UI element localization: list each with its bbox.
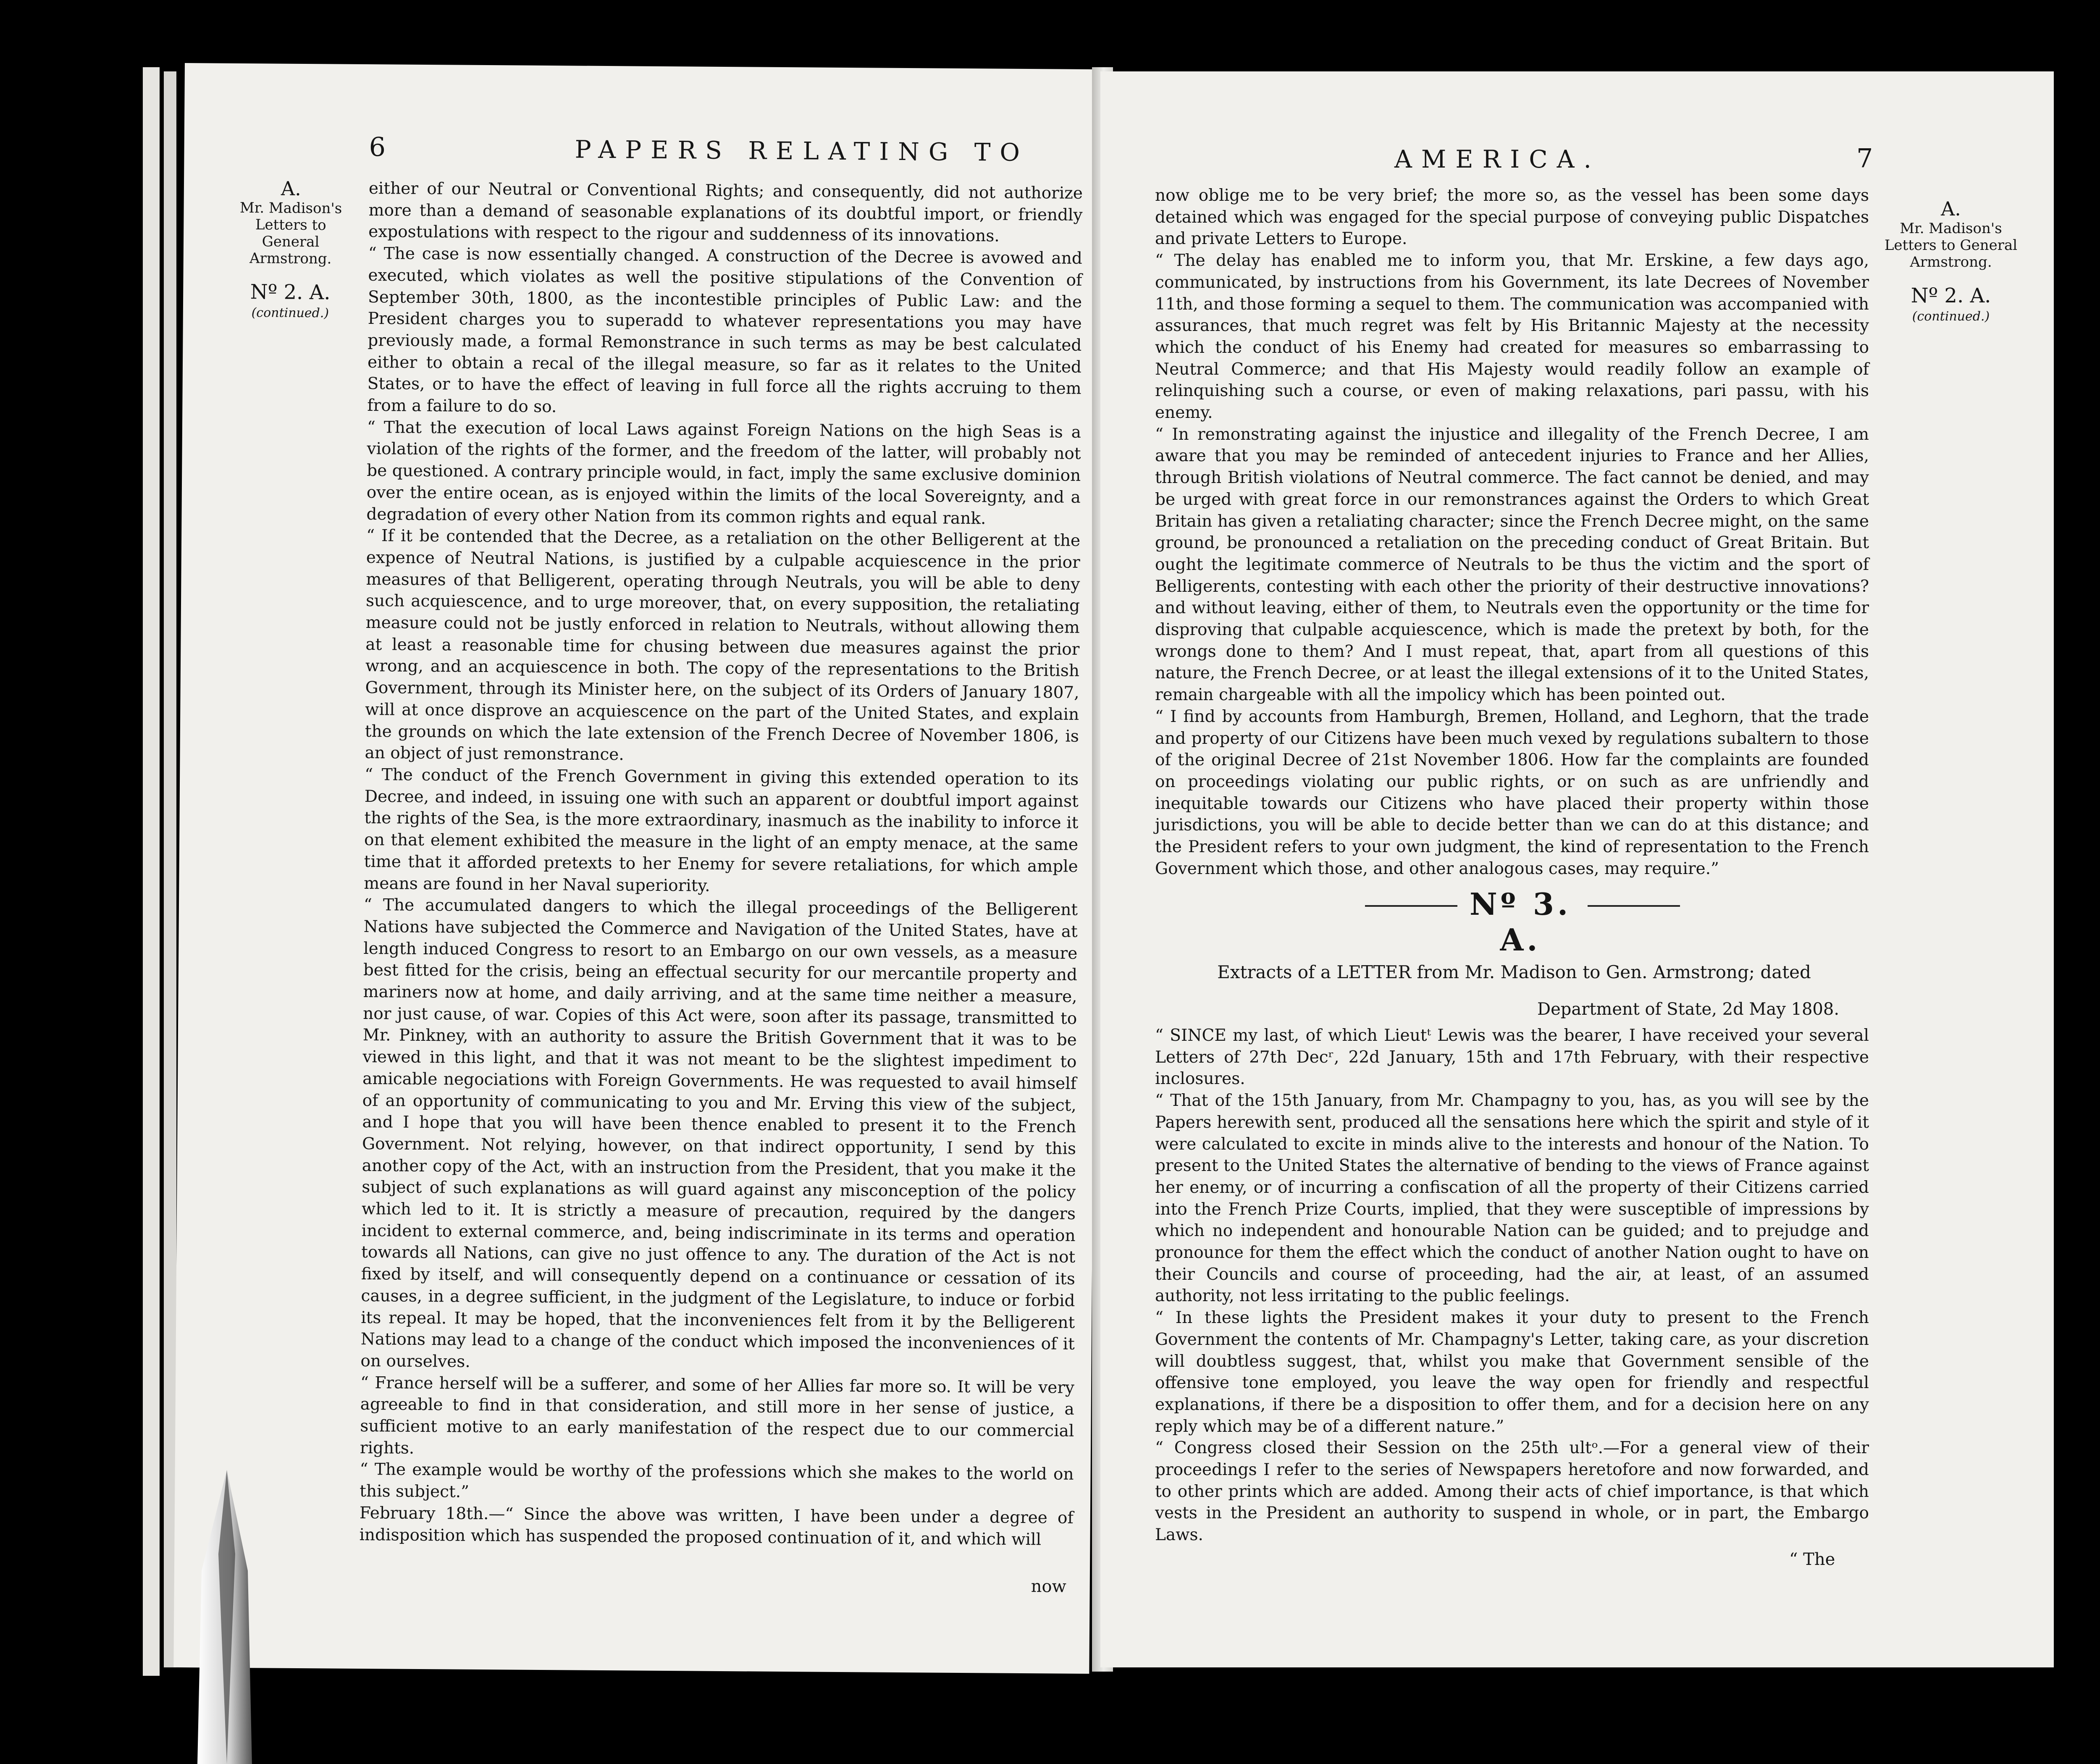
paragraph: “ In remonstrating against the injustice and illegality of the French Decree, I am aware that you may be reminded of antecedent injuries to France and her Allies, through British violations of Neutral commerce. The fact cannot be denied, and may be urged with great force in our remonstrances against the Orders to which Great Britain has given a retaliating character; since the French Decree might, on the same ground, be pronounced a retaliation on the preceding conduct of Great Britain. But ought the legitimate commerce of Neutrals to be thus the victim and the sport of Belligerents, contesting with each other the priority of their destructive innovations? and without leaving, either of them, to Neutrals even the opportunity or the time for disproving that culpable acquiescence, which is made the pretext by both, for the wrongs done to them? And I must repeat, that, apart from all questions of this nature, the French Decree, or at least the illegal extensions of it to the United States, remain chargeable with all the impolicy which has been pointed out.: [1155, 425, 1869, 705]
margin-note-title-line: Armstrong.: [1910, 254, 1992, 270]
running-head: AMERICA.: [1394, 145, 1601, 173]
right-text-column-top: [1155, 185, 1869, 880]
margin-note-title-line: Letters to General: [1884, 237, 2018, 254]
catchword: “ The: [1789, 1550, 1835, 1569]
paragraph: “ The example would be worthy of the professions which she makes to the world on this subject.”: [360, 1460, 1074, 1502]
paragraph: “ I find by accounts from Hamburgh, Bremen, Holland, and Leghorn, that the trade and property of our Citizens have been much vexed by regulations subaltern to those of the original Decree of 21st November 1806. How far the complaints are founded on proceedings violating our public rights, or on such as are unfriendly and inequitable towards our Citizens who have placed their property within those jurisdictions, you will be able to decide better than we can do at this distance; and the President refers to your own judgment, the kind of representation to the French Government which those, and other analogous cases, may require.”: [1155, 707, 1869, 878]
paragraph: “ That of the 15th January, from Mr. Champagny to you, has, as you will see by the Papers herewith sent, produced all the sensations here which the spirit and style of it were calculated to excite in minds alive to the interests and honour of the Nation. To present to the United States the alternative of bending to the views of France against her enemy, or of incurring a confiscation of all the property of their Citizens carried into the French Prize Courts, implied, that they were susceptible of impressions by which no independent and honourable Nation can be guided; and to prejudge and pronounce for them the effect which the conduct of another Nation ought to have on their Councils and course of proceeding, had the air, at least, of an assumed authority, not less irritating to the public feelings.: [1155, 1091, 1869, 1306]
page-edge-strip: [164, 71, 176, 1667]
paragraph: “ SINCE my last, of which Lieutᵗ Lewis was the bearer, I have received your several Letters of 27th Decʳ, 22d January, 15th and 17th February, with their respective inclosures.: [1155, 1026, 1869, 1089]
paragraph: “ The delay has enabled me to inform you, that Mr. Erskine, a few days ago, communicated, by instructions from his Government, its late Decrees of November 11th, and those forming a sequel to them. The communication was accompanied with assurances, that much regret was felt by His Britannic Majesty at the necessity which the conduct of his Enemy had created for measures so embarrassing to Neutral Commerce; and that His Majesty would readily follow an example of relinquishing such a course, or even of making relaxations, pari passu, with his enemy.: [1155, 251, 1869, 423]
section-title: Nº 3. A.: [1469, 886, 1572, 958]
margin-note: [1882, 197, 2020, 325]
margin-note-title-line: Armstrong.: [249, 250, 332, 268]
right-page: [1100, 71, 2054, 1667]
margin-note-letter: A.: [281, 177, 302, 200]
section-divider-right: [1588, 905, 1680, 907]
paragraph: now oblige me to be very brief; the more so, as the vessel has been some days detained which was engaged for the special purpose of conveying public Dispatches and private Letters to Europe.: [1155, 186, 1869, 249]
margin-note: [234, 177, 348, 322]
paragraph: “ If it be contended that the Decree, as a retaliation on the other Belligerent at the expence of Neutral Nations, is justified by a culpable acquiescence in the prior measures of that Belligerent, operating through Neutrals, you will be able to deny such acquiescence, and to urge moreover, that, on every supposition, the retaliating measure could not be justly enforced in relation to Neutrals, without allowing them at least a reasonable time for chusing between due measures against the prior wrong, and an acquiescence in both. The copy of the representations to the British Government, through its Minister here, on the subject of its Orders of January 1807, will at once disprove an acquiescence on the part of the United States, and explain the grounds on which the late extension of the French Decree of November 1806, is an object of just remonstrance.: [365, 526, 1081, 764]
dateline: Department of State, 2d May 1808.: [1537, 1000, 1840, 1019]
running-head: PAPERS RELATING TO: [575, 135, 1029, 167]
paragraph: “ France herself will be a sufferer, and some of her Allies far more so. It will be very agreeable to find in that consideration, and still more in her sense of justice, a sufficient motive to an early manifestation of the respect due to our commercial rights.: [360, 1373, 1075, 1458]
margin-note-title-line: Mr. Madison's: [1900, 220, 2002, 237]
page-number: 6: [369, 131, 386, 163]
paragraph: “ Congress closed their Session on the 25th ultᵒ.—For a general view of their proceedings I refer to the series of Newspapers heretofore and now forwarded, and to other prints which are added. Among their acts of chief importance, is that which vests in the President an authority to suspend in whole, or in part, the Embargo Laws.: [1155, 1438, 1869, 1545]
paragraph: “ The conduct of the French Government in giving this extended operation to its Decree, and indeed, in issuing one with such an apparent or doubtful import against the rights of the Sea, is the more extraordinary, inasmuch as the inability to inforce it on that element exhibited the measure in the light of an empty menace, at the same time that it afforded pretexts to her Enemy for severe retaliations, for which ample means are found in her Naval superiority.: [364, 765, 1079, 895]
margin-note-letter: A.: [1941, 197, 1961, 220]
margin-note-continued: (continued.): [1912, 309, 1990, 324]
paragraph: “ The accumulated dangers to which the illegal proceedings of the Belligerent Nations have subjected the Commerce and Navigation of the United States, have at length induced Congress to resort to an Embargo on our own vessels, as a measure best fitted for the crisis, being an effectual security for our mercantile property and mariners now at home, and daily arriving, and at the same time neither a measure, nor just cause, of war. Copies of this Act were, soon after its passage, transmitted to Mr. Pinkney, with an authority to assure the British Government that it was to be viewed in this light, and that it was not meant to be the slightest impediment to amicable negociations with Foreign Governments. He was requested to avail himself of an opportunity of communicating to you and Mr. Erving this view of the subject, and I hope that you will have been thence enabled to present it to the French Government. Not relying, however, on that indirect opportunity, I send by this another copy of the Act, with an instruction from the President, that you make it the subject of such explanations as will guard against any misconception of the policy which led to it. It is strictly a measure of precaution, required by the dangers incident to external commerce, and, being indiscriminate in its terms and operation towards all Nations, can give no just offence to any. The duration of the Act is not fixed by itself, and will consequently depend on a continuance or cessation of its causes, in a degree sufficient, in the judgment of the Legislature, to induce or forbid its repeal. It may be hoped, that the inconveniences felt from it by the Belligerent Nations may lead to a change of the conduct which imposed the inconveniences of it on ourselves.: [360, 895, 1078, 1371]
margin-note-title-line: Mr. Madison's: [239, 199, 342, 217]
margin-note-continued: (continued.): [251, 305, 329, 321]
pen-tip-image: [181, 1470, 273, 1764]
right-text-column-bottom: [1155, 1025, 1869, 1546]
page-number: 7: [1856, 143, 1873, 173]
margin-note-title-line: Letters to General: [255, 216, 326, 251]
page-edge-strip: [143, 67, 160, 1676]
section-divider-left: [1365, 905, 1457, 907]
paragraph: “ In these lights the President makes it your duty to present to the French Government the contents of Mr. Champagny's Letter, taking care, as your discretion will doubtless suggest, that, whilst you make that Government sensible of the offensive tone employed, you leave the way open for friendly and respectful explanations, if there be a disposition to offer them, and for a decision here on any reply which may be of a different nature.”: [1155, 1308, 1869, 1436]
left-text-column: [359, 178, 1083, 1551]
margin-note-number: Nº 2. A.: [1911, 284, 1991, 307]
extracts-heading: Extracts of a LETTER from Mr. Madison to Gen. Armstrong; dated: [1217, 962, 1811, 982]
catchword: now: [1031, 1577, 1066, 1596]
left-page: [173, 63, 1100, 1674]
paragraph: “ That the execution of local Laws against Foreign Nations on the high Seas is a violation of the rights of the former, and the freedom of the latter, will probably not be questioned. A contrary principle would, in fact, imply the same exclusive dominion over the entire ocean, as is enjoyed within the limits of the local Sovereignty, and a degradation of every other Nation from its common rights and equal rank.: [366, 417, 1082, 528]
paragraph: either of our Neutral or Conventional Rights; and consequently, did not authorize more than a demand of seasonable explanations of its doubtful import, or friendly expostulations with respect to the rigour and suddenness of its innovations.: [368, 179, 1083, 246]
paragraph: February 18th.—“ Since the above was written, I have been under a degree of indisposition which has suspended the proposed continuation of it, and which will: [359, 1503, 1074, 1549]
paragraph: “ The case is now essentially changed. A construction of the Decree is avowed and executed, which violates as well the positive stipulations of the Convention of September 30th, 1800, as the incontestible principles of Public Law: and the President charges you to superadd to whatever representations you may have previously made, a formal Remonstrance in such terms as may be best calculated either to obtain a recal of the illegal measure, so far as it relates to the United States, or to have the effect of leaving in full force all the rights accruing to them from a failure to do so.: [367, 244, 1082, 417]
margin-note-number: Nº 2. A.: [250, 280, 331, 304]
